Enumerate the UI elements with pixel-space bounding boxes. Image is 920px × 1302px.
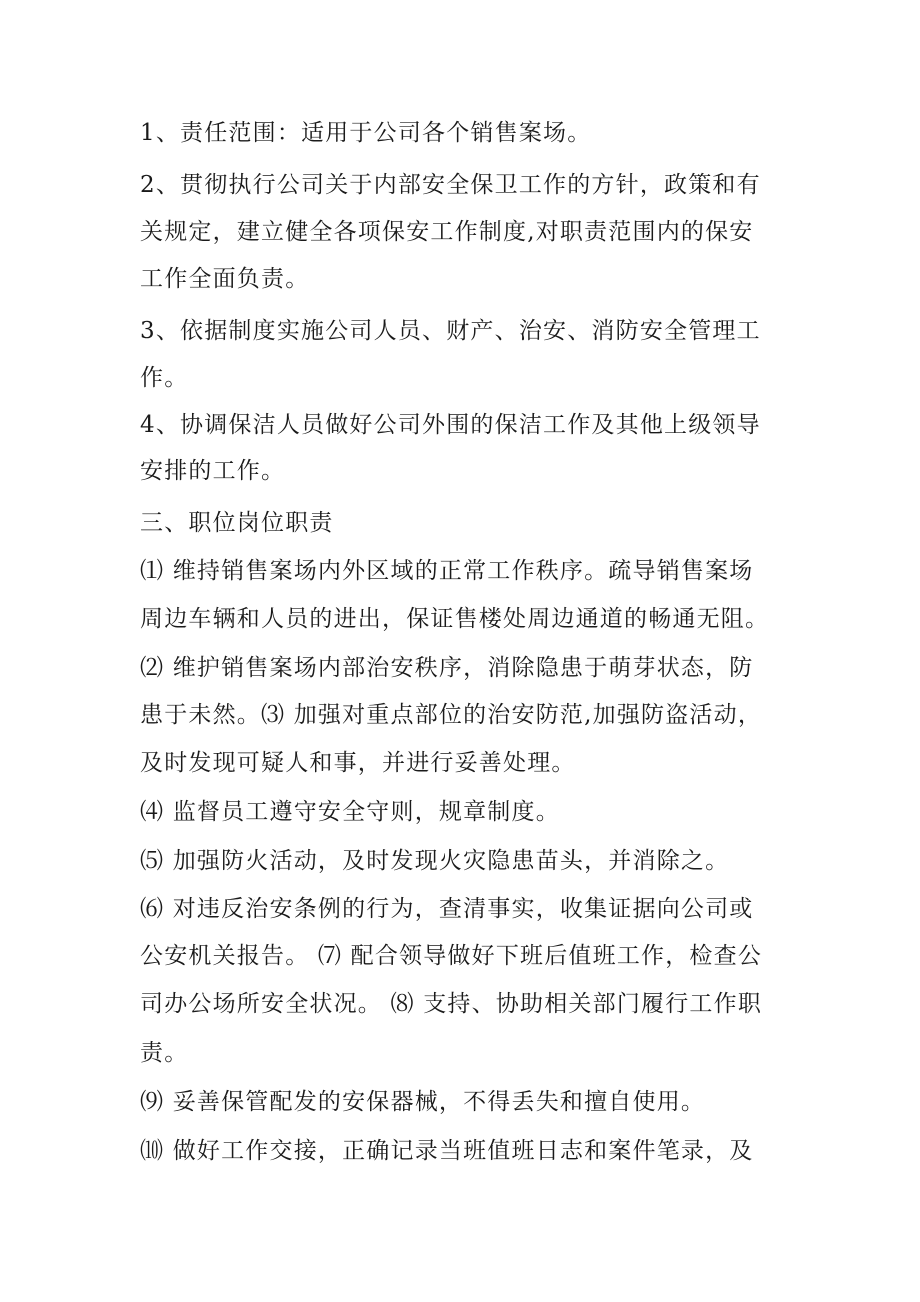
text-line: 公安机关报告。 ⑺ 配合领导做好下班后值班工作，检查公 bbox=[140, 943, 763, 969]
text-line: ⑷ 监督员工遵守安全守则，规章制度。 bbox=[140, 799, 560, 825]
text-line: 安排的工作。 bbox=[140, 458, 286, 484]
text-line: 关规定，建立健全各项保安工作制度,对职责范围内的保安 bbox=[140, 219, 754, 245]
text-line: ⑸ 加强防火活动，及时发现火灾隐患苗头，并消除之。 bbox=[140, 848, 730, 874]
text-line: 2、贯彻执行公司关于内部安全保卫工作的方针，政策和有 bbox=[140, 172, 761, 198]
text-line: 4、协调保洁人员做好公司外围的保洁工作及其他上级领导 bbox=[140, 412, 761, 438]
text-line: ⑹ 对违反治安条例的行为，查清事实，收集证据向公司或 bbox=[140, 896, 754, 922]
text-line: 工作全面负责。 bbox=[140, 266, 310, 292]
text-line: 责。 bbox=[140, 1040, 189, 1066]
section-heading: 三、职位岗位职责 bbox=[140, 510, 334, 536]
text-line: 作。 bbox=[140, 365, 189, 391]
text-line: 及时发现可疑人和事，并进行妥善处理。 bbox=[140, 750, 576, 776]
text-line: 司办公场所安全状况。 ⑻ 支持、协助相关部门履行工作职 bbox=[140, 991, 763, 1017]
text-line: ⑼ 妥善保管配发的安保器械，不得丢失和擅自使用。 bbox=[140, 1089, 706, 1115]
text-line: ⑵ 维护销售案场内部治安秩序，消除隐患于萌芽状态，防 bbox=[140, 655, 754, 681]
text-line: 周边车辆和人员的进出，保证售楼处周边通道的畅通无阻。 bbox=[140, 606, 770, 632]
text-line: ⑽ 做好工作交接，正确记录当班值班日志和案件笔录，及 bbox=[140, 1138, 754, 1164]
text-line: ⑴ 维持销售案场内外区域的正常工作秩序。疏导销售案场 bbox=[140, 558, 754, 584]
text-line: 患于未然。⑶ 加强对重点部位的治安防范,加强防盗活动， bbox=[140, 702, 763, 728]
text-line: 3、依据制度实施公司人员、财产、治安、消防安全管理工 bbox=[140, 318, 761, 344]
text-line: 1、责任范围：适用于公司各个销售案场。 bbox=[140, 120, 592, 146]
